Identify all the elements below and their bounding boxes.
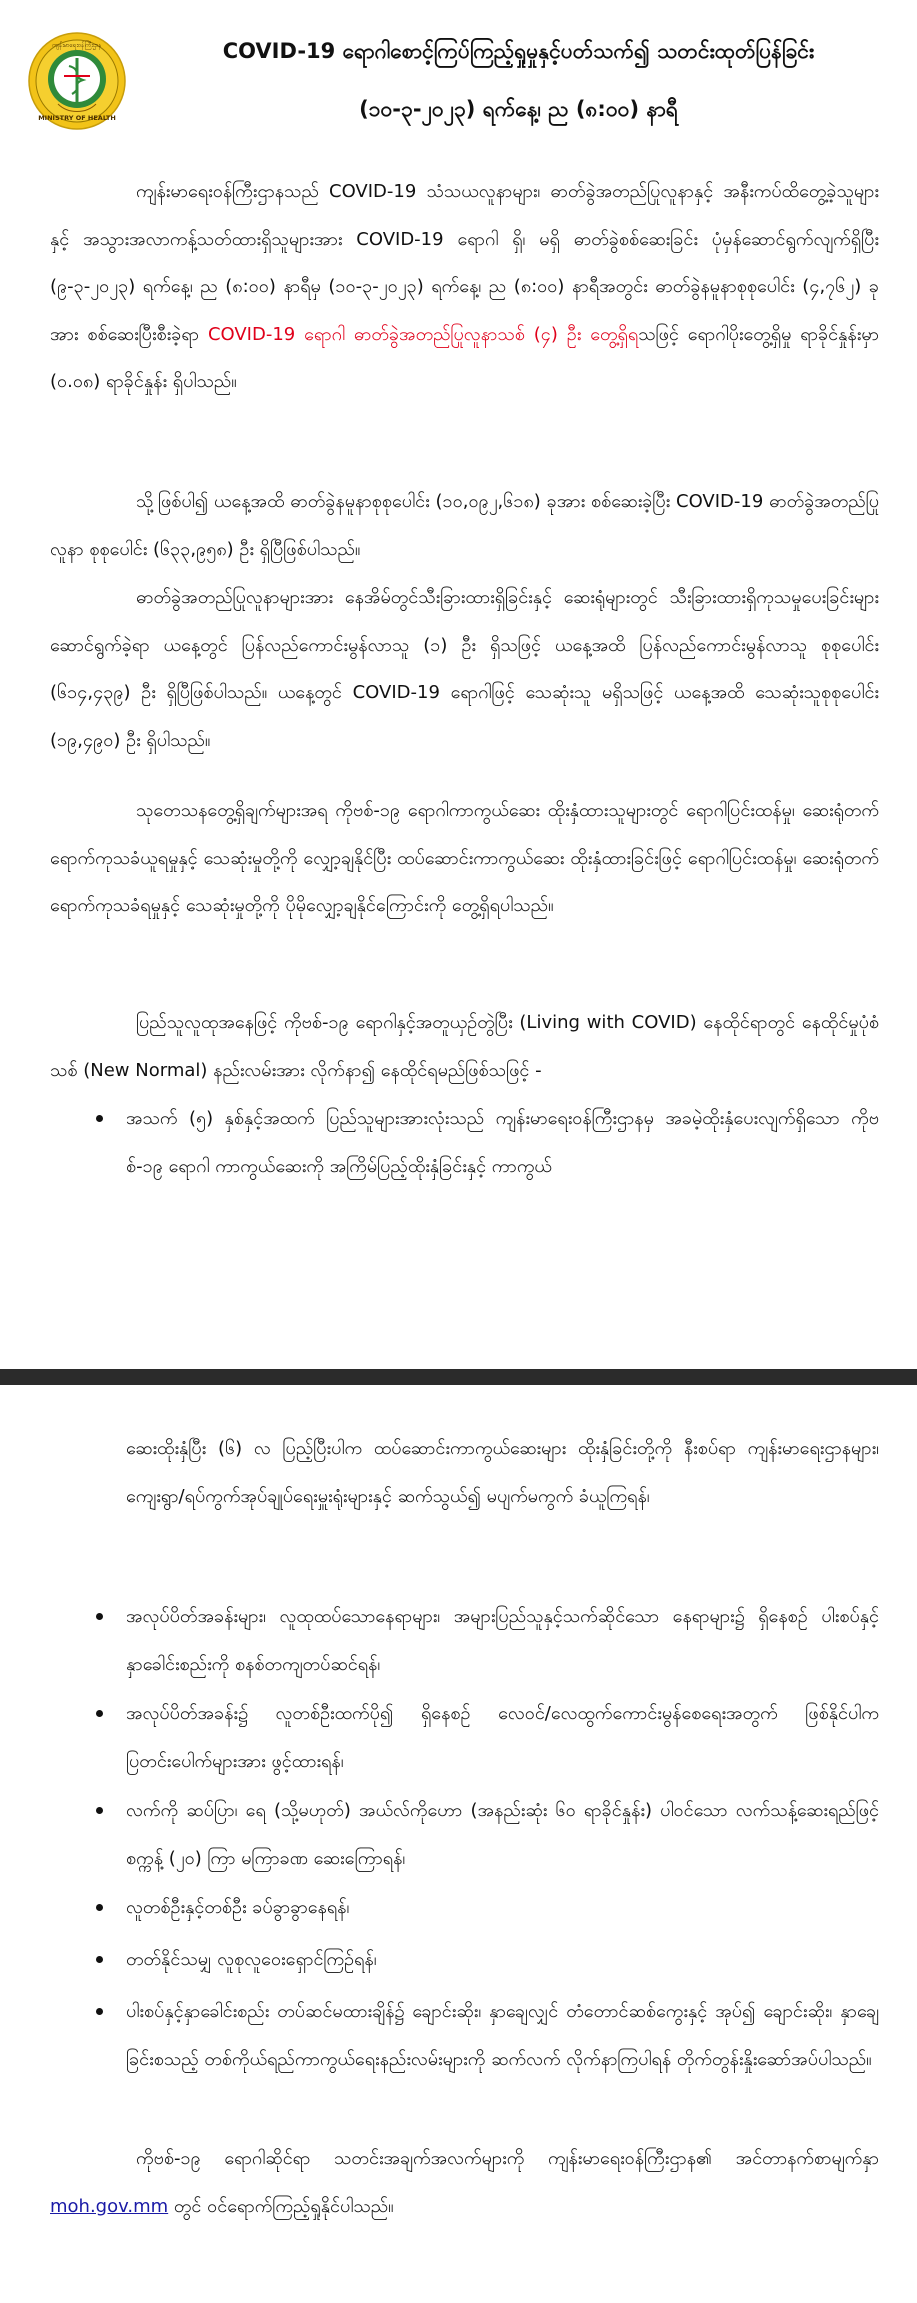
paragraph-new-normal: ပြည်သူလူထုအနေဖြင့် ကိုဗစ်-၁၉ ရောဂါနှင့်အတူယှဉ်တွဲပြီး (Living with COVID) နေထိုင်ရာတွင် နေထိုင်မှုပုံစံသစ် (New Normal) နည်းလမ်းအား လိုက်နာ၍ နေထိုင်ရမည်ဖြစ်သဖြင့် - bbox=[50, 1012, 879, 1081]
bullet-item bbox=[126, 1593, 879, 1688]
bullet-dot bbox=[96, 1710, 103, 1717]
bullet-text: လူတစ်ဦးနှင့်တစ်ဦး ခပ်ခွာခွာနေရန်၊ bbox=[126, 1897, 350, 1918]
bullet-item bbox=[126, 1787, 879, 1882]
bullet-continuation: ဆေးထိုးနှံပြီး (၆) လ ပြည့်ပြီးပါက ထပ်ဆောင်းကာကွယ်ဆေးများ ထိုးနှံခြင်းတို့ကို နီးစပ်ရာ ကျန်းမာရေးဌာနများ၊ ကျေးရွာ/ရပ်ကွက်အုပ်ချုပ်ရေးမှူးရုံးများနှင့် ဆက်သွယ်၍ မပျက်မကွက် ခံယူကြရန်၊ bbox=[126, 1438, 879, 1507]
new-cases-highlight: COVID-19 ရောဂါ ဓာတ်ခွဲအတည်ပြုလူနာသစ် (၄) ဦး တွေ့ရှိရ bbox=[207, 323, 639, 345]
paragraph-test-results bbox=[50, 168, 879, 406]
paragraph-website-info bbox=[50, 2135, 879, 2230]
ministry-of-health-logo bbox=[28, 32, 126, 130]
bullet-text: ပါးစပ်နှင့်နှာခေါင်းစည်း တပ်ဆင်မထားချိန်၌ ချောင်းဆိုး၊ နှာချေလျှင် တံတောင်ဆစ်ကွေးနှင့် အုပ်၍ ချောင်းဆိုး၊ နှာချေခြင်းစသည့် တစ်ကိုယ်ရည်ကာကွယ်ရေးနည်းလမ်းများကို ဆက်လက် လိုက်နာကြပါရန် တိုက်တွန်းနှိုးဆော်အပ်ပါသည်။ bbox=[126, 2001, 879, 2070]
paragraph-text: ကျန်းမာရေးဝန်ကြီးဌာနသည် COVID-19 သံသယလူနာများ၊ ဓာတ်ခွဲအတည်ပြုလူနာနှင့် အနီးကပ်ထိတွေ့ခဲ့သူများနှင့် အသွားအလာကန့်သတ်ထားရှိသူများအား COVID-19 ရောဂါ ရှိ၊ မရှိ ဓာတ်ခွဲစစ်ဆေးခြင်း ပုံမှန်ဆောင်ရွက်လျက်ရှိပြီး (၉-၃-၂၀၂၃) ရက်နေ့၊ ည (၈:၀၀) နာရီမှ (၁၀-၃-၂၀၂၃) ရက်နေ့၊ ည (၈:၀၀) နာရီအတွင်း ဓာတ်ခွဲနမူနာစုစုပေါင်း (၄,၇၆၂) ခုအား စစ်ဆေးပြီးစီးခဲ့ရာ bbox=[50, 181, 879, 345]
paragraph-text: တွင် ဝင်ရောက်ကြည့်ရှုနိုင်ပါသည်။ bbox=[168, 2195, 394, 2217]
bullet-dot bbox=[96, 2008, 103, 2015]
svg-text:MINISTRY OF HEALTH: MINISTRY OF HEALTH bbox=[38, 114, 116, 122]
paragraph-vaccine-research: သုတေသနတွေ့ရှိချက်များအရ ကိုဗစ်-၁၉ ရောဂါကာကွယ်ဆေး ထိုးနှံထားသူများတွင် ရောဂါပြင်းထန်မှု၊ ဆေးရုံတက်ရောက်ကုသခံယူရမှုနှင့် သေဆုံးမှုတို့ကို လျှော့ချနိုင်ပြီး ထပ်ဆောင်းကာကွယ်ဆေး ထိုးနှံထားခြင်းဖြင့် ရောဂါပြင်းထန်မှု၊ ဆေးရုံတက်ရောက်ကုသခံရမှုနှင့် သေဆုံးမှုတို့ကို ပိုမိုလျှော့ချနိုင်ကြောင်းကို တွေ့ရှိရပါသည်။ bbox=[50, 800, 879, 916]
bullet-text: အသက် (၅) နှစ်နှင့်အထက် ပြည်သူများအားလုံးသည် ကျန်းမာရေးဝန်ကြီးဌာနမှ အခမဲ့ထိုးနှံပေးလျက်ရှိသော ကိုဗစ်-၁၉ ရောဂါ ကာကွယ်ဆေးကို အကြိမ်ပြည့်ထိုးနှံခြင်းနှင့် ကာကွယ် bbox=[126, 1108, 879, 1177]
bullet-dot bbox=[96, 1904, 103, 1911]
bullet-item bbox=[126, 1690, 879, 1785]
bullet-dot bbox=[96, 1613, 103, 1620]
bullet-text: တတ်နိုင်သမျှ လူစုလူဝေးရှောင်ကြဉ်ရန်၊ bbox=[126, 1949, 377, 1970]
bullet-dot bbox=[96, 1807, 103, 1814]
document-title: COVID-19 ရောဂါစောင့်ကြပ်ကြည့်ရှုမှုနှင့်ပတ်သက်၍ သတင်းထုတ်ပြန်ခြင်း bbox=[222, 39, 815, 63]
svg-text:ကျန်းမာရေးဝန်ကြီးဌာန: ကျန်းမာရေးဝန်ကြီးဌာန bbox=[52, 42, 102, 49]
paragraph-recoveries: ဓာတ်ခွဲအတည်ပြုလူနာများအား နေအိမ်တွင်သီးခြားထားရှိခြင်းနှင့် ဆေးရုံများတွင် သီးခြားထားရှိကုသမှုပေးခြင်းများ ဆောင်ရွက်ခဲ့ရာ ယနေ့တွင် ပြန်လည်ကောင်းမွန်လာသူ (၁) ဦး ရှိသဖြင့် ယနေ့အထိ ပြန်လည်ကောင်းမွန်လာသူ စုစုပေါင်း (၆၁၄,၄၃၉) ဦး ရှိပြီဖြစ်ပါသည်။ ယနေ့တွင် COVID-19 ရောဂါဖြင့် သေဆုံးသူ မရှိသဖြင့် ယနေ့အထိ သေဆုံးသူစုစုပေါင်း (၁၉,၄၉၀) ဦး ရှိပါသည်။ bbox=[50, 587, 879, 751]
bullet-item bbox=[126, 1884, 879, 1932]
moh-website-link[interactable]: moh.gov.mm bbox=[50, 2195, 169, 2217]
bullet-text: အလုပ်ပိတ်အခန်းများ၊ လူထုထပ်သောနေရာများ၊ အများပြည်သူနှင့်သက်ဆိုင်သော နေရာများ၌ ရှိနေစဉ် ပါးစပ်နှင့်နှာခေါင်းစည်းကို စနစ်တကျတပ်ဆင်ရန်၊ bbox=[126, 1606, 879, 1675]
paragraph-cumulative: သို့ဖြစ်ပါ၍ ယနေ့အထိ ဓာတ်ခွဲနမူနာစုစုပေါင်း (၁၀,၀၉၂,၆၁၈) ခုအား စစ်ဆေးခဲ့ပြီး COVID-19 ဓာတ်ခွဲအတည်ပြုလူနာ စုစုပေါင်း (၆၃၃,၉၅၈) ဦး ရှိပြီဖြစ်ပါသည်။ bbox=[50, 491, 879, 560]
bullet-dot bbox=[96, 1115, 103, 1122]
bullet-item bbox=[126, 1988, 879, 2083]
bullet-text: လက်ကို ဆပ်ပြာ၊ ရေ (သို့မဟုတ်) အယ်လ်ကိုဟော (အနည်းဆုံး ၆၀ ရာခိုင်နှုန်း) ပါဝင်သော လက်သန့်ဆေးရည်ဖြင့် စက္ကန့် (၂၀) ကြာ မကြာခဏ ဆေးကြောရန်၊ bbox=[126, 1800, 879, 1869]
page-divider bbox=[0, 1369, 917, 1385]
paragraph-text: ကိုဗစ်-၁၉ ရောဂါဆိုင်ရာ သတင်းအချက်အလက်များကို ကျန်းမာရေးဝန်ကြီးဌာန၏ အင်တာနက်စာမျက်နှာ bbox=[136, 2148, 879, 2169]
bullet-item bbox=[126, 1936, 879, 1984]
document-date: (၁၀-၃-၂၀၂၃) ရက်နေ့၊ ည (၈:၀၀) နာရီ bbox=[359, 97, 678, 121]
paragraph-text: သဖြင့် ရောဂါပိုးတွေ့ရှိမှု ရာခိုင်နှုန်းမှာ (၀.၀၈) ရာခိုင်နှုန်း ရှိပါသည်။ bbox=[50, 323, 879, 392]
bullet-dot bbox=[96, 1956, 103, 1963]
bullet-item bbox=[126, 1095, 879, 1190]
bullet-text: အလုပ်ပိတ်အခန်း၌ လူတစ်ဦးထက်ပို၍ ရှိနေစဉ် လေဝင်/လေထွက်ကောင်းမွန်စေရေးအတွက် ဖြစ်နိုင်ပါက ပြတင်းပေါက်များအား ဖွင့်ထားရန်၊ bbox=[126, 1703, 879, 1772]
